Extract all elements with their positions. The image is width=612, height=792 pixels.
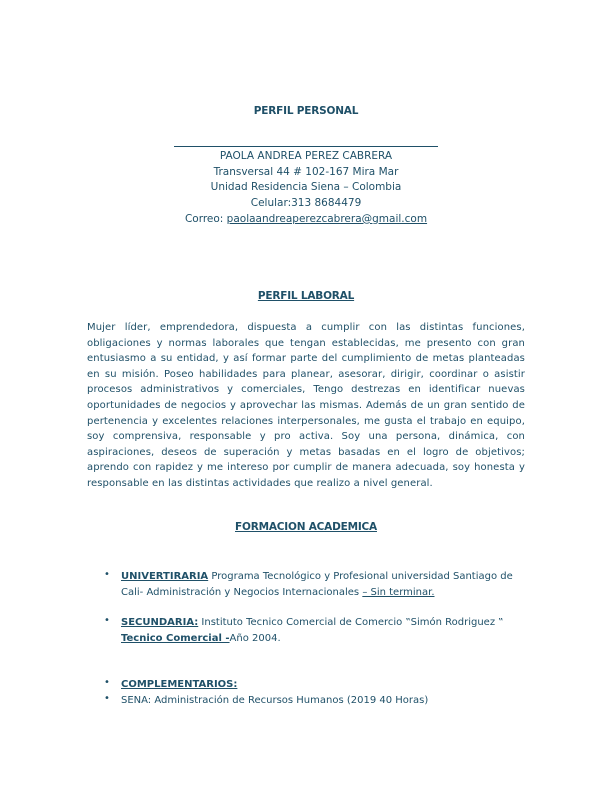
perfil-personal-heading: PERFIL PERSONAL: [253, 105, 359, 117]
bullet: •: [104, 693, 110, 704]
divider-line: [174, 146, 438, 147]
complementarios-heading: [121, 677, 529, 693]
education-item-universitaria: [121, 569, 529, 600]
secundaria-label: SECUNDARIA:: [121, 617, 199, 628]
secundaria-text: Instituto Tecnico Comercial de Comercio ‟Simón Rodriguez ‟: [198, 617, 504, 628]
formacion-heading: FORMACION ACADEMICA: [235, 521, 377, 533]
bullet: •: [104, 569, 110, 580]
complementario-item: SENA: Administración de Recursos Humanos (2019 40 Horas): [121, 695, 429, 706]
bullet: •: [104, 677, 110, 688]
address-line-1: Transversal 44 # 102-167 Mira Mar: [213, 165, 399, 178]
address-line-2: Unidad Residencia Siena – Colombia: [210, 181, 402, 194]
universitaria-status: – Sin terminar.: [362, 586, 435, 598]
contact-block: [0, 149, 612, 228]
secundaria-title: Tecnico Comercial -: [121, 632, 230, 644]
perfil-laboral-text: Mujer líder, emprendedora, dispuesta a cumplir con las distintas funciones, obligaciones y normas laborales que tengan establecidas, me presento con gran entusiasmo a su entidad, y así formar parte del cumplimiento de metas planteadas en su misión. Poseo habilidades para planear, asesorar, dirigir, coordinar o asistir procesos administrativos y comerciales, Tengo destrezas en identificar nuevas oportunidades de negocios y aprovechar las mismas. Además de un gran sentido de pertenencia y excelentes relaciones interpersonales, me gusta el trabajo en equipo, soy comprensiva, responsable y pro activa. Soy una persona, dinámica, con aspiraciones, deseos de superación y metas basadas en el logro de objetivos; aprendo con rapidez y me intereso por cumplir de manera adecuada, soy honesta y responsable en las distintas actividades que realizo a nivel general.: [87, 322, 525, 489]
full-name: PAOLA ANDREA PEREZ CABRERA: [219, 150, 393, 162]
bullet: •: [104, 615, 110, 626]
phone: Celular:313 8684479: [250, 197, 362, 210]
perfil-laboral-heading: PERFIL LABORAL: [257, 290, 355, 302]
secundaria-year: Año 2004.: [229, 632, 281, 644]
complementarios-label: COMPLEMENTARIOS:: [121, 679, 238, 690]
email-row: [0, 212, 612, 228]
universitaria-label: UNIVERTIRARIA: [121, 571, 209, 582]
universitaria-text: Programa Tecnológico y Profesional universidad Santiago de Cali- Administración y Negocios Internacionales: [121, 571, 513, 598]
education-item-secundaria: [121, 615, 529, 646]
email-link[interactable]: paolaandreaperezcabrera@gmail.com: [226, 212, 428, 225]
email-label: Correo:: [184, 212, 227, 225]
